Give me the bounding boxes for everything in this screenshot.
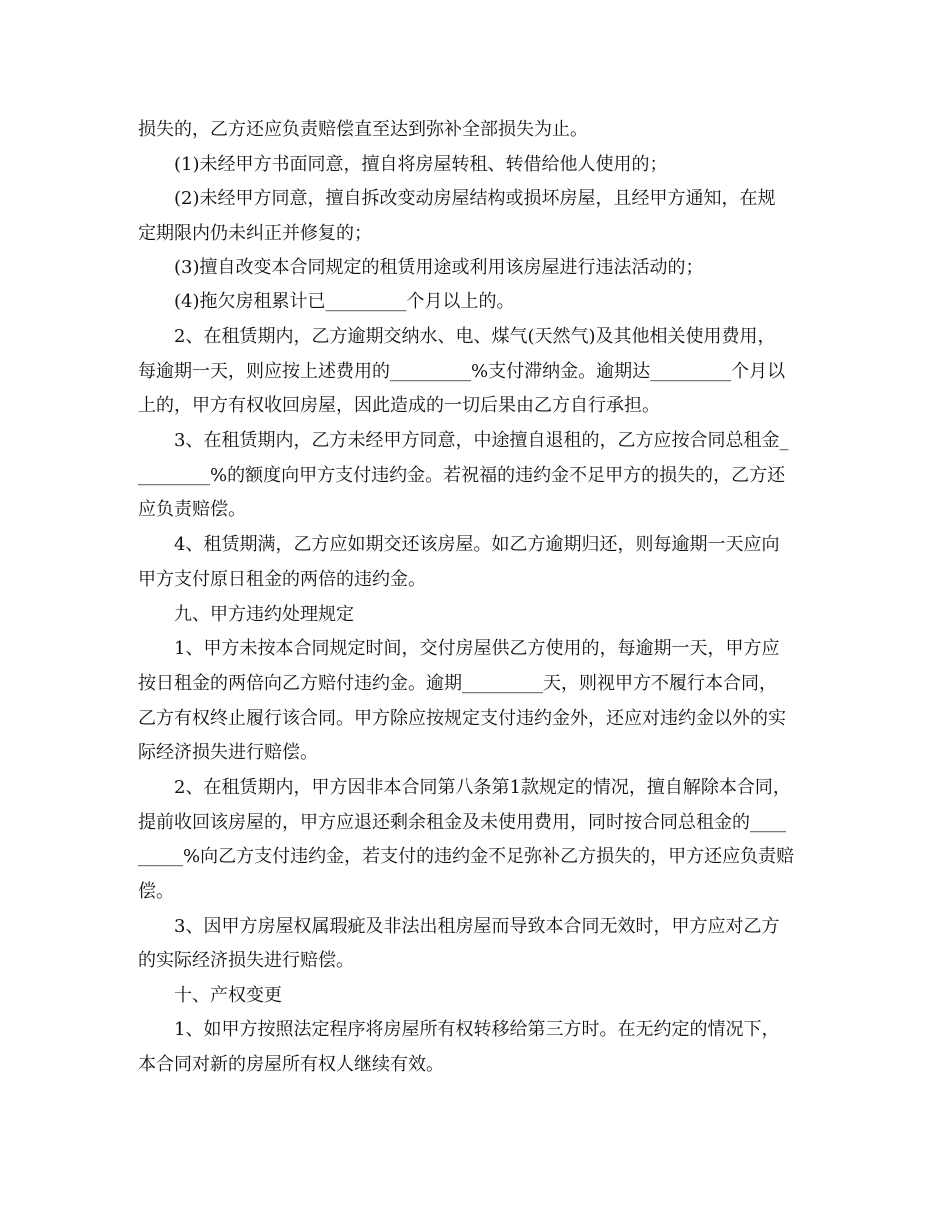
text-line: 4、租赁期满，乙方应如期交还该房屋。如乙方逾期归还，则每逾期一天应向 [174, 534, 780, 555]
text-line: 乙方有权终止履行该合同。甲方除应按规定支付违约金外，还应对违约金以外的实 [138, 708, 786, 729]
text-line: 应负责赔偿。 [138, 499, 246, 520]
text-line: 2、在租赁期内，乙方逾期交纳水、电、煤气(天然气)及其他相关使用费用， [174, 326, 776, 347]
text-line: 本合同对新的房屋所有权人继续有效。 [138, 1054, 444, 1075]
text-line: 损失的，乙方还应负责赔偿直至达到弥补全部损失为止。 [138, 119, 588, 140]
text-line: ________%的额度向甲方支付违约金。若祝福的违约金不足甲方的损失的，乙方还 [138, 465, 786, 486]
text-line: 甲方支付原日租金的两倍的违约金。 [138, 569, 426, 590]
text-line: 的实际经济损失进行赔偿。 [138, 950, 354, 971]
text-line: 上的，甲方有权收回房屋，因此造成的一切后果由乙方自行承担。 [138, 395, 660, 416]
text-line: 际经济损失进行赔偿。 [138, 742, 318, 763]
text-line: 提前收回该房屋的，甲方应退还剩余租金及未使用费用，同时按合同总租金的____ [138, 812, 786, 833]
text-line: 1、甲方未按本合同规定时间，交付房屋供乙方使用的，每逾期一天，甲方应 [174, 638, 780, 659]
text-line: (3)擅自改变本合同规定的租赁用途或利用该房屋进行违法活动的； [174, 257, 704, 278]
section-heading: 九、甲方违约处理规定 [174, 604, 354, 625]
text-line: 2、在租赁期内，甲方因非本合同第八条第1款规定的情况，擅自解除本合同， [174, 777, 791, 798]
section-heading: 十、产权变更 [174, 985, 282, 1006]
text-line: 3、在租赁期内，乙方未经甲方同意，中途擅自退租的，乙方应按合同总租金_ [174, 430, 789, 451]
text-line: (4)拖欠房租累计已_________个月以上的。 [174, 291, 515, 312]
text-line: _____%向乙方支付违约金，若支付的违约金不足弥补乙方损失的，甲方还应负责赔 [138, 846, 795, 867]
text-line: 偿。 [138, 881, 174, 902]
text-line: (1)未经甲方书面同意，擅自将房屋转租、转借给他人使用的； [174, 154, 668, 175]
text-line: 按日租金的两倍向乙方赔付违约金。逾期_________天，则视甲方不履行本合同， [138, 673, 777, 694]
text-line: (2)未经甲方同意，擅自拆改变动房屋结构或损坏房屋，且经甲方通知，在规 [174, 188, 776, 209]
text-line: 3、因甲方房屋权属瑕疵及非法出租房屋而导致本合同无效时，甲方应对乙方 [174, 916, 780, 937]
text-line: 1、如甲方按照法定程序将房屋所有权转移给第三方时。在无约定的情况下， [174, 1019, 780, 1040]
text-line: 每逾期一天，则应按上述费用的_________%支付滞纳金。逾期达_________个月以 [138, 361, 786, 382]
text-line: 定期限内仍未纠正并修复的； [138, 223, 372, 244]
